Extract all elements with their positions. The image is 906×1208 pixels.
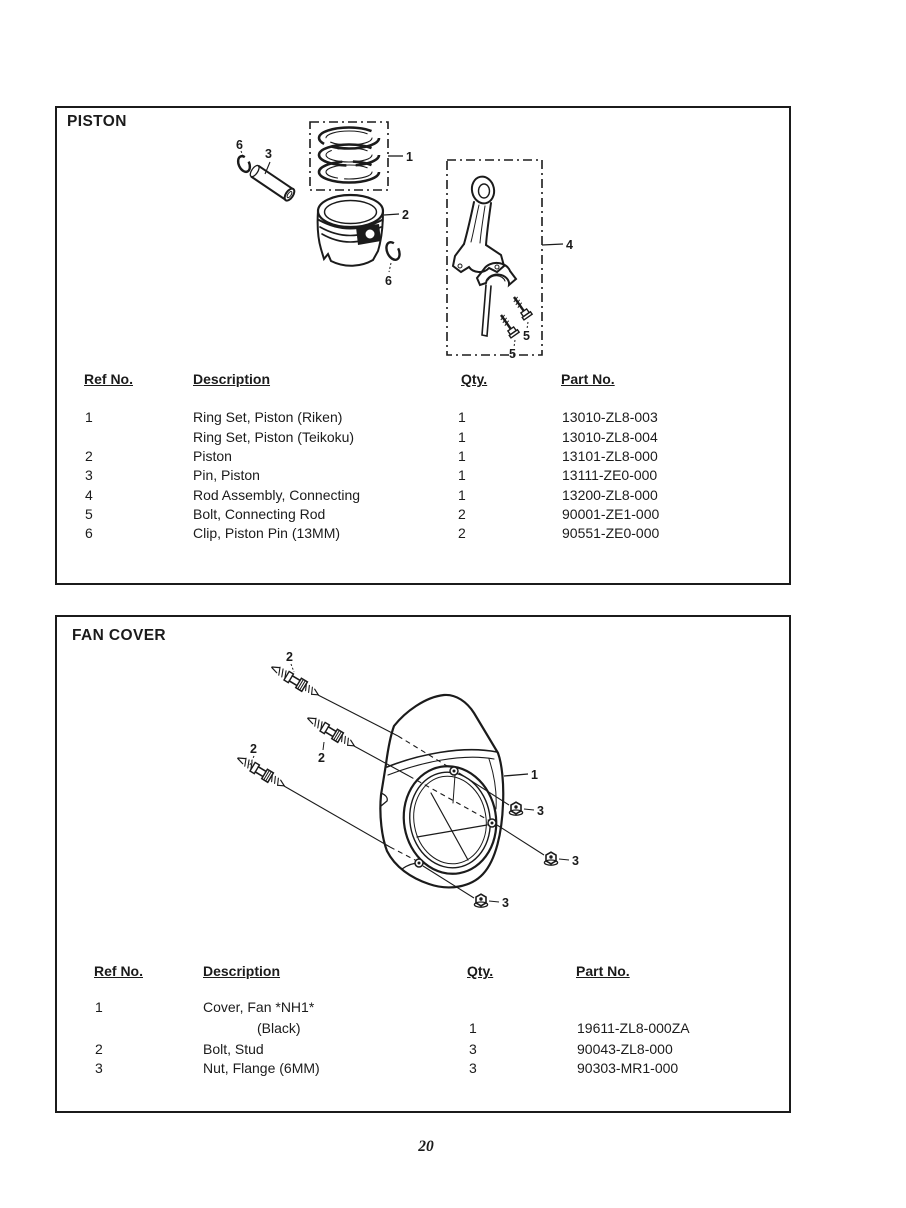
part-no: 90551-ZE0-000 bbox=[562, 525, 660, 541]
flange-nut-drawing bbox=[509, 802, 522, 815]
qty: 2 bbox=[458, 525, 466, 541]
qty: 2 bbox=[458, 506, 466, 522]
ref-no: 3 bbox=[85, 467, 93, 483]
description: Ring Set, Piston (Riken) bbox=[193, 409, 343, 425]
description: Ring Set, Piston (Teikoku) bbox=[193, 429, 355, 445]
column-header-part: Part No. bbox=[561, 371, 615, 387]
description: Cover, Fan *NH1* bbox=[203, 999, 315, 1015]
flange-nut-drawing bbox=[544, 852, 557, 865]
flange-nut-drawing bbox=[474, 894, 487, 907]
piston-diagram bbox=[57, 108, 789, 583]
column-header-description: Description bbox=[203, 963, 281, 979]
callout-1 bbox=[504, 768, 538, 782]
description: Nut, Flange (6MM) bbox=[203, 1060, 320, 1076]
callout-1 bbox=[388, 150, 413, 164]
callout-4 bbox=[542, 238, 573, 252]
part-no: 13111-ZE0-000 bbox=[562, 467, 658, 483]
ref-no: 3 bbox=[95, 1060, 103, 1076]
callout-2-label: 2 bbox=[250, 742, 257, 756]
pin-clip-drawing bbox=[236, 154, 252, 173]
callout-1-label: 1 bbox=[531, 768, 538, 782]
callout-6-top bbox=[236, 138, 243, 156]
qty: 1 bbox=[458, 487, 466, 503]
piston-pin-drawing bbox=[248, 164, 296, 202]
stud-bolt-drawing bbox=[269, 662, 321, 699]
page-number: 20 bbox=[418, 1138, 434, 1155]
part-no: 90043-ZL8-000 bbox=[577, 1041, 673, 1057]
part-no: 13010-ZL8-003 bbox=[562, 409, 658, 425]
callout-2-label: 2 bbox=[402, 208, 409, 222]
ref-no: 2 bbox=[85, 448, 93, 464]
callout-5-right bbox=[523, 322, 530, 343]
callout-2-label: 2 bbox=[318, 751, 325, 765]
callout-5-left bbox=[509, 340, 516, 361]
connecting-rod-drawing bbox=[453, 175, 516, 336]
description: Bolt, Stud bbox=[203, 1041, 264, 1057]
callout-3-label: 3 bbox=[537, 804, 544, 818]
callout-4-label: 4 bbox=[566, 238, 573, 252]
mounting-hole bbox=[415, 859, 423, 867]
stud-bolt-drawing bbox=[305, 713, 357, 750]
mounting-hole bbox=[450, 767, 458, 775]
callout-3-top bbox=[524, 804, 544, 818]
qty: 1 bbox=[458, 467, 466, 483]
rod-bolt-drawing bbox=[510, 294, 532, 320]
description: Pin, Piston bbox=[193, 467, 260, 483]
callout-3-middle bbox=[559, 854, 579, 868]
description: Piston bbox=[193, 448, 232, 464]
callout-3-label: 3 bbox=[502, 896, 509, 910]
column-header-ref: Ref No. bbox=[84, 371, 133, 387]
piston-rings-drawing bbox=[319, 128, 379, 183]
part-no: 90001-ZE1-000 bbox=[562, 506, 660, 522]
part-no: 90303-MR1-000 bbox=[577, 1060, 679, 1076]
column-header-qty: Qty. bbox=[461, 371, 488, 387]
mounting-hole bbox=[488, 819, 496, 827]
callout-6-bottom bbox=[385, 263, 392, 288]
ref-no: 2 bbox=[95, 1041, 103, 1057]
description: (Black) bbox=[257, 1020, 301, 1036]
piston-section-title: PISTON bbox=[67, 113, 127, 130]
callout-2 bbox=[384, 208, 409, 222]
part-no: 13010-ZL8-004 bbox=[562, 429, 658, 445]
callout-2-top bbox=[286, 650, 294, 672]
fan-cover-section-title: FAN COVER bbox=[72, 627, 167, 644]
pin-clip-drawing bbox=[384, 240, 402, 262]
fan-cover-section-box bbox=[55, 615, 791, 1113]
callout-6-label: 6 bbox=[385, 274, 392, 288]
rod-bolt-drawing bbox=[497, 312, 519, 338]
part-no: 19611-ZL8-000ZA bbox=[577, 1020, 690, 1036]
fan-cover-drawing bbox=[380, 695, 504, 887]
callout-1-label: 1 bbox=[406, 150, 413, 164]
callout-3-bottom bbox=[489, 896, 509, 910]
ref-no: 5 bbox=[85, 506, 93, 522]
callout-5-label: 5 bbox=[523, 329, 530, 343]
part-no: 13200-ZL8-000 bbox=[562, 487, 658, 503]
column-header-ref: Ref No. bbox=[94, 963, 143, 979]
column-header-part: Part No. bbox=[576, 963, 630, 979]
fan-cover-diagram bbox=[57, 617, 789, 1111]
piston-drawing bbox=[318, 195, 383, 266]
qty: 1 bbox=[458, 409, 466, 425]
callout-6-label: 6 bbox=[236, 138, 243, 152]
callout-3-label: 3 bbox=[265, 147, 272, 161]
callout-2-middle bbox=[318, 742, 325, 765]
qty: 1 bbox=[458, 429, 466, 445]
description: Clip, Piston Pin (13MM) bbox=[193, 525, 341, 541]
callout-5-label: 5 bbox=[509, 347, 516, 361]
qty: 1 bbox=[469, 1020, 477, 1036]
column-header-description: Description bbox=[193, 371, 271, 387]
column-header-qty: Qty. bbox=[467, 963, 494, 979]
qty: 3 bbox=[469, 1041, 477, 1057]
description: Bolt, Connecting Rod bbox=[193, 506, 326, 522]
stud-bolt-drawing bbox=[235, 753, 287, 790]
ref-no: 1 bbox=[85, 409, 93, 425]
ref-no: 6 bbox=[85, 525, 93, 541]
callout-2-label: 2 bbox=[286, 650, 293, 664]
qty: 3 bbox=[469, 1060, 477, 1076]
piston-section-box bbox=[55, 106, 791, 585]
description: Rod Assembly, Connecting bbox=[193, 487, 361, 503]
nut-leader-lines bbox=[423, 773, 544, 898]
callout-3-label: 3 bbox=[572, 854, 579, 868]
qty: 1 bbox=[458, 448, 466, 464]
part-no: 13101-ZL8-000 bbox=[562, 448, 658, 464]
ref-no: 1 bbox=[95, 999, 103, 1015]
ref-no: 4 bbox=[85, 487, 93, 503]
